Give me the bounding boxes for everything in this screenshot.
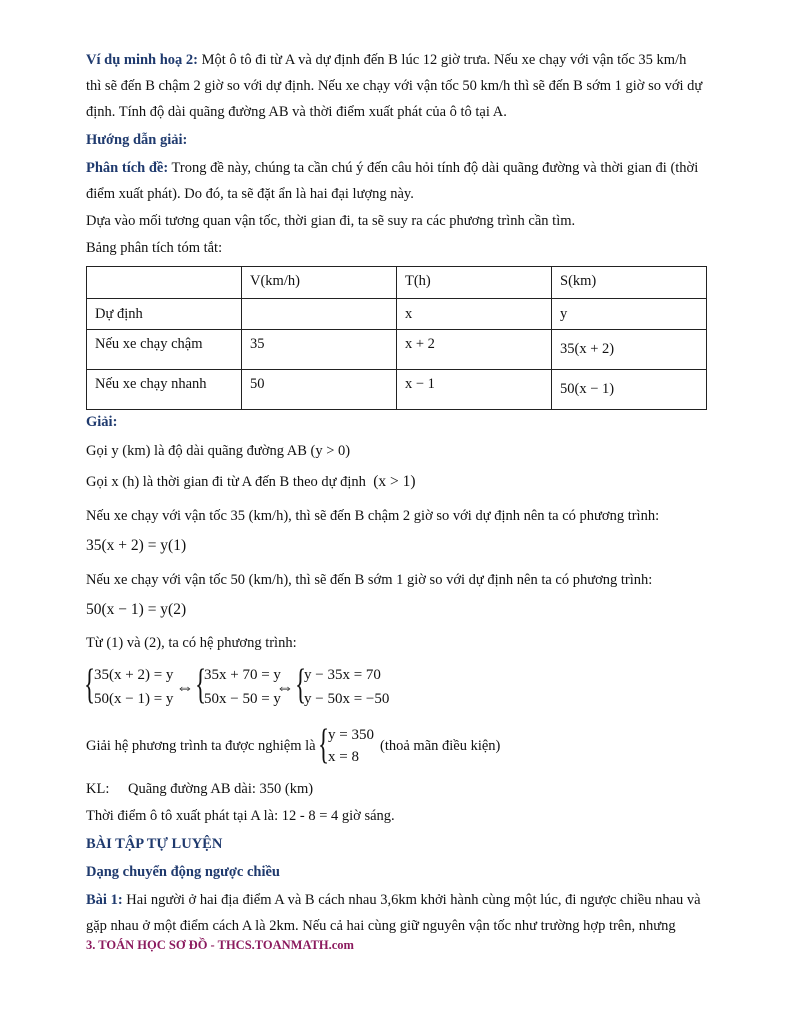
page-number: 3 [86, 938, 93, 952]
table-cell: 35 [242, 330, 397, 370]
table-cell: Dự định [87, 299, 242, 330]
guide-heading: Hướng dẫn giải: [86, 132, 188, 148]
footer-text: . TOÁN HỌC SƠ ĐỒ - THCS.TOANMATH.com [92, 938, 354, 952]
summary-table [86, 266, 707, 410]
solution-value-y: y = 350 [328, 727, 374, 743]
condition: (x > 1) [373, 473, 416, 490]
solution-line-4: Nếu xe chạy với vận tốc 50 (km/h), thì sẽ đến B sớm 1 giờ so với dự định nên ta có phương trình: [86, 572, 653, 588]
table-row [87, 370, 707, 410]
system-c-line-2: y − 50x = −50 [304, 691, 390, 707]
table-cell: Nếu xe chạy nhanh [87, 370, 242, 410]
table-cell: 35(x + 2) [552, 330, 707, 370]
system-a-line-1: 35(x + 2) = y [94, 667, 174, 683]
left-brace-icon: { [195, 662, 207, 708]
solution-line-5: Từ (1) và (2), ta có hệ phương trình: [86, 635, 297, 651]
solution-line-2: Gọi x (h) là thời gian đi từ A đến B theo dự định (x > 1) [86, 473, 416, 490]
system-c-line-1: y − 35x = 70 [304, 667, 381, 683]
table-header-cell: S(km) [552, 267, 707, 299]
solution-line-7: Thời điểm ô tô xuất phát tại A là: 12 - 8 = 4 giờ sáng. [86, 808, 395, 824]
table-cell: 50 [242, 370, 397, 410]
equation-2: 50(x − 1) = y(2) [86, 601, 187, 618]
solution-line-6: Giải hệ phương trình ta được nghiệm là [86, 738, 316, 754]
conclusion-text: Quãng đường AB dài: 350 (km) [128, 781, 314, 797]
example-line-1: Ví dụ minh hoạ 2: Một ô tô đi từ A và dự định đến B lúc 12 giờ trưa. Nếu xe chạy với vận tốc 35 km/h [86, 52, 687, 68]
table-cell: y [552, 299, 707, 330]
system-b-line-1: 35x + 70 = y [204, 667, 281, 683]
analysis-line-3: Dựa vào mối tương quan vận tốc, thời gian đi, ta sẽ suy ra các phương trình cần tìm. [86, 213, 576, 229]
system-a-line-2: 50(x − 1) = y [94, 691, 174, 707]
table-cell: x − 1 [397, 370, 552, 410]
analysis-line-4: Bảng phân tích tóm tắt: [86, 240, 223, 256]
table-cell: 50(x − 1) [552, 370, 707, 410]
page-footer [86, 938, 354, 953]
analysis-label: Phân tích đề: [86, 160, 169, 176]
example-label: Ví dụ minh hoạ 2: [86, 52, 199, 68]
exercises-subheading: Dạng chuyển động ngược chiều [86, 864, 280, 880]
equation-1: 35(x + 2) = y(1) [86, 537, 187, 554]
table-header-cell [87, 267, 242, 299]
analysis-line-2: điểm xuất phát). Do đó, ta sẽ đặt ẩn là hai đại lượng này. [86, 186, 414, 202]
table-header-cell: V(km/h) [242, 267, 397, 299]
table-row [87, 330, 707, 370]
solution-heading: Giải: [86, 414, 118, 430]
table-cell: Nếu xe chạy chậm [87, 330, 242, 370]
table-cell [242, 299, 397, 330]
table-header-cell: T(h) [397, 267, 552, 299]
equivalence-arrow-icon: ⇔ [276, 677, 294, 697]
left-brace-icon: { [84, 662, 96, 708]
example-line-2: thì sẽ đến B chậm 2 giờ so với dự định. Nếu xe chạy với vận tốc 50 km/h thì sẽ đến B sớm 1 giờ so với dự [86, 78, 703, 94]
table-cell: x + 2 [397, 330, 552, 370]
table-header-row [87, 267, 707, 299]
solution-line-1: Gọi y (km) là độ dài quãng đường AB (y > 0) [86, 443, 351, 459]
exercise-1-line-2: gặp nhau ở một điểm cách A là 2km. Nếu cả hai cùng giữ nguyên vận tốc như trường hợp trên, nhưng [86, 918, 676, 934]
exercises-heading: BÀI TẬP TỰ LUYỆN [86, 836, 223, 852]
conclusion-label: KL: [86, 781, 110, 797]
example-line-3: định. Tính độ dài quãng đường AB và thời điểm xuất phát của ô tô tại A. [86, 104, 507, 120]
solution-value-x: x = 8 [328, 749, 359, 765]
left-brace-icon: { [318, 722, 330, 768]
exercise-1-label: Bài 1: [86, 892, 123, 908]
solution-condition-note: (thoả mãn điều kiện) [380, 738, 501, 754]
left-brace-icon: { [295, 662, 307, 708]
analysis-line-1: Phân tích đề: Trong đề này, chúng ta cần chú ý đến câu hỏi tính độ dài quãng đường và thời gian đi (thời [86, 160, 699, 176]
table-cell: x [397, 299, 552, 330]
exercise-1-line-1: Bài 1: Hai người ở hai địa điểm A và B cách nhau 3,6km khởi hành cùng một lúc, đi ngược chiều nhau và [86, 892, 701, 908]
system-b-line-2: 50x − 50 = y [204, 691, 281, 707]
solution-line-3: Nếu xe chạy với vận tốc 35 (km/h), thì sẽ đến B chậm 2 giờ so với dự định nên ta có phương trình: [86, 508, 660, 524]
equivalence-arrow-icon: ⇔ [176, 677, 194, 697]
table-row [87, 299, 707, 330]
